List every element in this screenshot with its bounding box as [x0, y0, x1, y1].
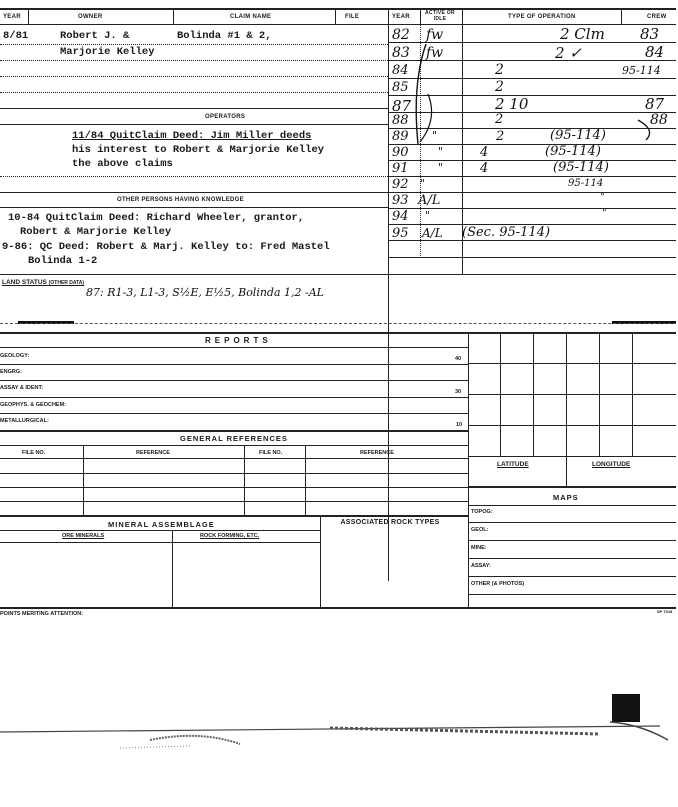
- report-assay: ASSAY & IDENT:: [0, 385, 44, 391]
- land-status-label: LAND STATUS (OTHER DATA): [2, 279, 85, 286]
- op-status: ": [432, 129, 438, 142]
- report-line: [0, 364, 468, 365]
- report-line: [0, 430, 468, 432]
- refs-col-reference-2: REFERENCE: [360, 450, 394, 456]
- knowledge-line2: Robert & Marjorie Kelley: [20, 226, 172, 238]
- op-type: 2 ✓: [555, 44, 582, 62]
- op-type: 4: [480, 145, 489, 160]
- mineral-rock: ROCK FORMING, ETC.: [200, 533, 260, 539]
- divider: [28, 8, 29, 24]
- op-crew: 88: [650, 112, 668, 128]
- op-status: ": [438, 161, 444, 174]
- coords-bottom: [468, 486, 676, 488]
- maps-topog: TOPOG:: [471, 509, 493, 515]
- row-line: [0, 60, 388, 61]
- op-type: 2: [495, 62, 504, 78]
- grid-row: [468, 394, 676, 395]
- op-year: 88: [392, 113, 409, 128]
- coords-latitude: LATITUDE: [497, 461, 529, 468]
- op-type: 2: [495, 79, 504, 95]
- refs-line: [0, 487, 468, 488]
- op-year: 82: [392, 27, 410, 43]
- row-line: [0, 108, 388, 109]
- report-line: [0, 380, 468, 381]
- col-year2-header: YEAR: [392, 14, 410, 20]
- operators-line1: 11/84 QuitClaim Deed: Jim Miller deeds: [72, 130, 312, 142]
- report-metallurgical: METALLURGICAL:: [0, 418, 49, 424]
- general-refs-title: GENERAL REFERENCES: [180, 434, 288, 443]
- refs-line: [0, 473, 468, 474]
- refs-bottom: [0, 515, 468, 517]
- op-status: A/L: [418, 193, 441, 208]
- report-geology: GEOLOGY:: [0, 353, 30, 359]
- op-type: 2 Clm: [560, 25, 605, 43]
- form-number: SP 7018: [657, 609, 673, 614]
- op-crew: 83: [640, 25, 660, 43]
- knowledge-title: OTHER PERSONS HAVING KNOWLEDGE: [117, 197, 244, 203]
- op-type: 2: [495, 112, 504, 127]
- mineral-line: [0, 542, 320, 543]
- op-crew: (95-114): [550, 128, 606, 143]
- claim-name-value: Bolinda #1 & 2,: [177, 30, 272, 42]
- claim-year: 8/81: [3, 30, 29, 42]
- op-crew: 95-114: [568, 178, 604, 189]
- top-border: [0, 8, 676, 10]
- land-status-value: 87: R1-3, L1-3, S½E, E½5, Bolinda 1,2 -AL: [86, 286, 324, 299]
- op-crew: ": [600, 192, 605, 203]
- op-type: 2 10: [495, 95, 529, 113]
- claim-owner-line1: Robert J. &: [60, 30, 130, 42]
- scan-noise: [0, 700, 678, 770]
- op-crew: 87: [645, 95, 665, 113]
- handwriting-strokes: [388, 24, 678, 264]
- mineral-divider: [320, 515, 321, 608]
- maps-line: [468, 576, 676, 577]
- op-crew: 95-114: [622, 64, 661, 77]
- operators-row-line: [0, 176, 388, 177]
- operators-bottom: [0, 192, 388, 193]
- op-year: 83: [392, 45, 410, 61]
- mineral-ore: ORE MINERALS: [62, 533, 105, 539]
- op-year: 95: [392, 226, 409, 241]
- refs-col-reference-1: REFERENCE: [136, 450, 170, 456]
- divider: [173, 8, 174, 24]
- col-year-header: YEAR: [3, 14, 21, 20]
- divider: [420, 8, 421, 24]
- op-year: 87: [392, 97, 412, 115]
- col-crew-header: CREW: [647, 14, 667, 20]
- op-type: 2: [496, 129, 505, 144]
- op-crew: ": [602, 208, 607, 219]
- grid-row: [468, 456, 676, 457]
- op-status: ": [420, 177, 426, 190]
- refs-line: [0, 458, 468, 459]
- operators-line: [0, 124, 388, 125]
- op-year: 92: [392, 177, 409, 192]
- grid-row: [468, 425, 676, 426]
- maps-line: [468, 540, 676, 541]
- op-year: 91: [392, 161, 409, 176]
- col-active-idle-header: ACTIVE OR IDLE: [425, 10, 455, 22]
- refs-col-fileno-2: FILE NO.: [259, 450, 283, 456]
- op-status: A/L: [422, 226, 443, 240]
- report-line: [0, 413, 468, 414]
- mineral-assoc: ASSOCIATED ROCK TYPES: [340, 519, 440, 526]
- report-engrg: ENGRG:: [0, 369, 22, 375]
- report-geophys: GEOPHYS. & GEOCHEM:: [0, 402, 67, 408]
- op-crew: (95-114): [545, 144, 601, 159]
- coords-divider: [566, 456, 567, 486]
- maps-line: [468, 594, 676, 595]
- op-crew: 84: [645, 43, 665, 61]
- operators-line3: the above claims: [72, 158, 173, 170]
- col-claim-name-header: CLAIM NAME: [230, 14, 272, 20]
- maps-line: [468, 558, 676, 559]
- op-year: 84: [392, 63, 409, 78]
- col-file-header: FILE: [345, 14, 360, 20]
- report-assay-num: 30: [455, 389, 462, 395]
- refs-divider: [244, 445, 245, 515]
- op-year: 93: [392, 193, 409, 208]
- reports-top: [0, 332, 676, 334]
- refs-divider: [83, 445, 84, 515]
- divider: [621, 8, 622, 24]
- mineral-line: [0, 530, 320, 531]
- points-label: POINTS MERITING ATTENTION:: [0, 611, 84, 617]
- refs-line: [0, 501, 468, 502]
- lower-section-bottom: [0, 607, 676, 609]
- refs-col-fileno-1: FILE NO.: [22, 450, 46, 456]
- op-year: 89: [392, 129, 409, 144]
- maps-title: MAPS: [553, 493, 579, 502]
- maps-line: [468, 522, 676, 523]
- op-status: fw: [426, 45, 444, 61]
- maps-mine: MINE:: [471, 545, 487, 551]
- maps-other: OTHER (& PHOTOS): [471, 581, 525, 587]
- col-owner-header: OWNER: [78, 14, 103, 20]
- knowledge-line4: Bolinda 1-2: [28, 255, 98, 267]
- op-status: ": [425, 209, 431, 222]
- knowledge-line1: 10-84 QuitClaim Deed: Richard Wheeler, grantor,: [8, 212, 305, 224]
- op-year: 90: [392, 145, 409, 160]
- operators-title: OPERATORS: [205, 114, 246, 120]
- op-year: 85: [392, 80, 409, 95]
- report-line: [0, 397, 468, 398]
- maps-line: [468, 505, 676, 506]
- op-year: 94: [392, 209, 409, 224]
- maps-assay: ASSAY:: [471, 563, 491, 569]
- divider: [335, 8, 336, 24]
- row-line: [0, 76, 388, 77]
- separator-line: [0, 323, 676, 324]
- reports-right-border: [468, 332, 469, 608]
- upper-section-bottom: [0, 274, 676, 275]
- op-status: fw: [426, 27, 444, 43]
- row-line: [0, 92, 388, 93]
- op-status: ": [438, 145, 444, 158]
- row-line: [0, 44, 388, 45]
- col-type-op-header: TYPE OF OPERATION: [508, 14, 576, 20]
- op-type: (Sec. 95-114): [462, 225, 551, 240]
- coords-longitude: LONGITUDE: [592, 461, 631, 468]
- grid-row: [468, 363, 676, 364]
- mineral-title: MINERAL ASSEMBLAGE: [108, 520, 215, 529]
- reports-title: REPORTS: [205, 336, 272, 345]
- maps-geol: GEOL:: [471, 527, 489, 533]
- refs-line: [0, 445, 468, 446]
- knowledge-line3: 9-86: QC Deed: Robert & Marj. Kelley to: Fred Mastel: [2, 241, 330, 253]
- reports-line: [0, 347, 468, 348]
- knowledge-line: [0, 207, 388, 208]
- op-crew: (95-114): [553, 160, 609, 175]
- op-type: 4: [480, 161, 489, 176]
- report-metallurgical-num: 10: [456, 422, 463, 428]
- operators-line2: his interest to Robert & Marjorie Kelley: [72, 144, 325, 156]
- report-geology-num: 40: [455, 356, 462, 362]
- claim-owner-line2: Marjorie Kelley: [60, 46, 155, 58]
- refs-divider: [305, 445, 306, 515]
